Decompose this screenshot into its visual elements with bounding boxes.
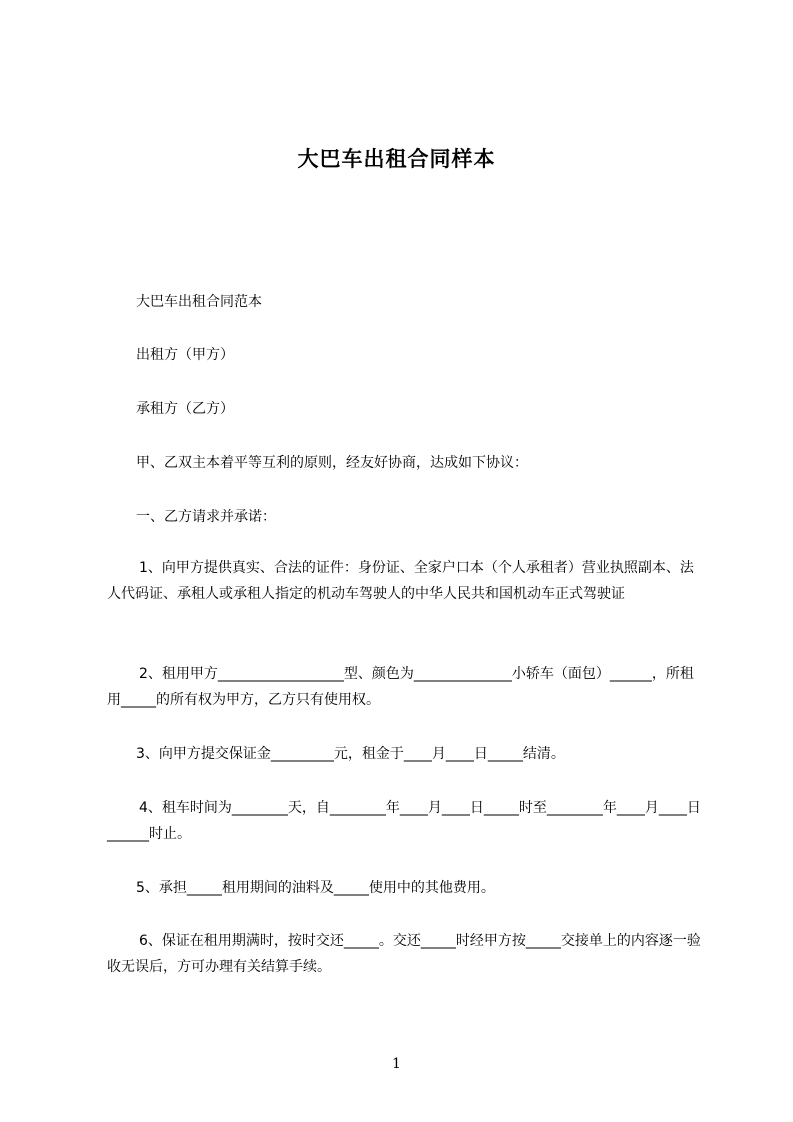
page-number: 1 (392, 1056, 401, 1072)
clause-5: 5、承担_____租用期间的油料及_____使用中的其他费用。 (136, 880, 495, 896)
clause-4: 4、租车时间为________天，自________年____月____日_____时至________年____月____日______时止。 (107, 800, 701, 842)
clause-2: 2、租用甲方__________________型、颜色为______________小轿车（面包）______，所租用_____的所有权为甲方，乙方只有使用权。 (107, 666, 694, 708)
paragraph-section-one: 一、乙方请求并承诺： (136, 509, 276, 525)
paragraph-lessor: 出租方（甲方） (136, 347, 234, 363)
clause-3: 3、向甲方提交保证金_________元，租金于____月____日_____结清。 (136, 746, 565, 762)
paragraph-lessee: 承租方（乙方） (136, 401, 234, 417)
clause-1: 1、向甲方提供真实、合法的证件：身份证、全家户口本（个人承租者）营业执照副本、法人代码证、承租人或承租人指定的机动车驾驶人的中华人民共和国机动车正式驾驶证 (107, 560, 694, 602)
document-title: 大巴车出租合同样本 (297, 147, 496, 171)
paragraph-heading: 大巴车出租合同范本 (136, 294, 262, 310)
clause-6: 6、保证在租用期满时，按时交还_____。交还_____时经甲方按_____交接单上的内容逐一验收无误后，方可办理有关结算手续。 (107, 933, 701, 975)
paragraph-preamble: 甲、乙双主本着平等互利的原则，经友好协商，达成如下协议： (136, 455, 528, 471)
